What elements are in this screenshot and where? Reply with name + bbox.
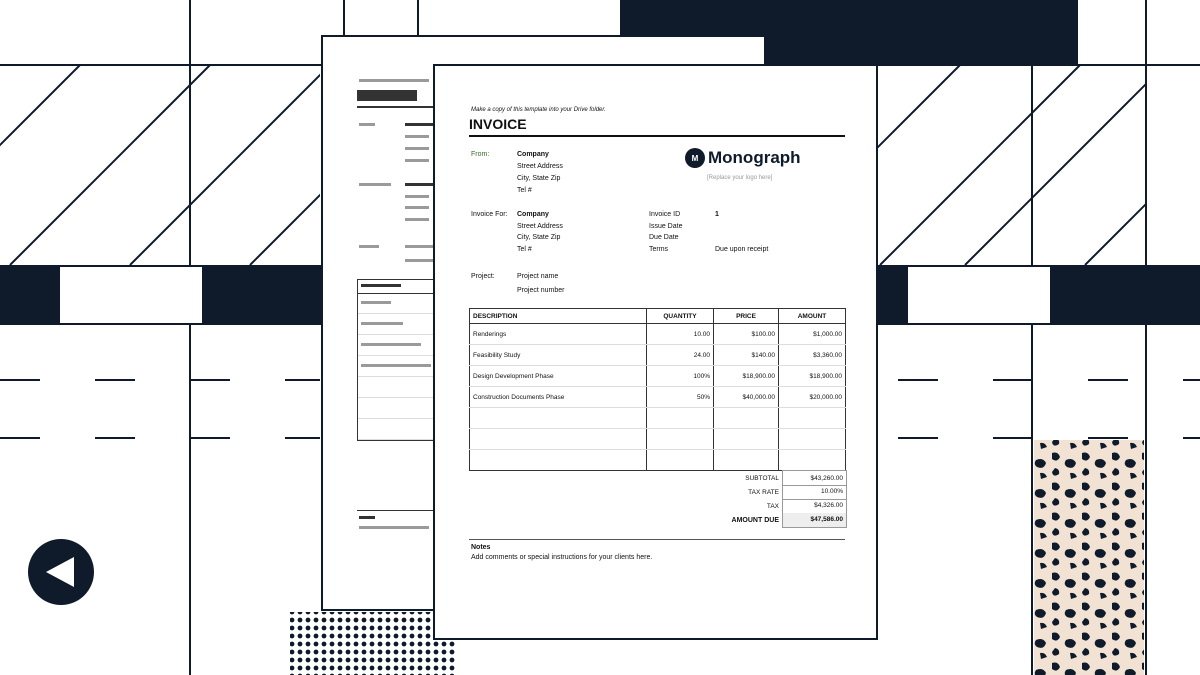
total-value: $43,260.00 (782, 470, 847, 486)
rule-line (358, 376, 437, 377)
total-value: $47,586.00 (782, 513, 847, 528)
text-placeholder-bar (359, 516, 375, 519)
table-cell (779, 450, 846, 471)
meta-value: 1 (715, 211, 719, 218)
table-row (470, 387, 846, 408)
notes-rule (469, 539, 845, 540)
rule-line (358, 334, 437, 335)
invoice-for-line: City, State Zip (517, 234, 561, 241)
table-row (470, 450, 846, 471)
text-placeholder-bar (405, 218, 429, 221)
from-line: Tel # (517, 187, 532, 194)
total-label: AMOUNT DUE (731, 516, 779, 524)
total-label: SUBTOTAL (745, 474, 779, 482)
table-cell: 100% (647, 366, 714, 387)
table-cell: $40,000.00 (714, 387, 779, 408)
text-placeholder-bar (359, 245, 379, 248)
total-value: 10.00% (782, 485, 847, 500)
table-cell: $18,900.00 (779, 366, 846, 387)
rule-line (357, 279, 358, 441)
from-label: From: (471, 151, 490, 158)
invoice-title: INVOICE (469, 116, 527, 132)
rule-line (358, 397, 437, 398)
line-items-table (469, 308, 846, 471)
text-placeholder-bar (405, 183, 433, 186)
text-placeholder-bar (405, 195, 429, 198)
text-placeholder-bar (405, 147, 429, 150)
table-cell (714, 450, 779, 471)
column-header: QUANTITY (647, 309, 714, 324)
text-placeholder-bar (359, 123, 375, 126)
table-cell (647, 450, 714, 471)
text-placeholder-bar (405, 123, 433, 126)
table-cell: 24.00 (647, 345, 714, 366)
text-placeholder-bar (405, 245, 433, 248)
text-placeholder-bar (359, 79, 429, 82)
table-cell (470, 408, 647, 429)
from-line: Street Address (517, 163, 563, 170)
rule-line (358, 418, 437, 419)
text-placeholder-bar (359, 183, 391, 186)
table-cell (470, 450, 647, 471)
text-placeholder-bar (405, 259, 433, 262)
table-cell: $100.00 (714, 324, 779, 345)
table-cell: Design Development Phase (470, 366, 647, 387)
total-value: $4,326.00 (782, 499, 847, 514)
rule-line (357, 293, 437, 294)
table-cell (647, 408, 714, 429)
table-cell (714, 429, 779, 450)
invoice-for-label: Invoice For: (471, 211, 508, 218)
table-cell (779, 429, 846, 450)
text-placeholder-bar (361, 364, 431, 367)
table-cell (714, 408, 779, 429)
total-row (679, 485, 847, 499)
project-label: Project: (471, 273, 495, 280)
text-placeholder-bar (359, 526, 429, 529)
rule-line (357, 106, 437, 108)
table-cell: $18,900.00 (714, 366, 779, 387)
rule-line (357, 440, 437, 441)
text-placeholder-bar (361, 301, 391, 304)
template-hint: Make a copy of this template into your Drive folder. (471, 107, 606, 113)
table-cell: $20,000.00 (779, 387, 846, 408)
table-row (470, 366, 846, 387)
meta-value: Due upon receipt (715, 245, 769, 253)
text-placeholder-bar (405, 206, 429, 209)
table-row (470, 345, 846, 366)
project-line: Project name (517, 273, 559, 280)
from-line: Company (517, 151, 549, 158)
column-header: PRICE (714, 309, 779, 324)
text-placeholder-bar (361, 284, 401, 287)
total-label: TAX (766, 502, 779, 510)
rule-line (357, 279, 437, 280)
total-row (679, 499, 847, 513)
text-placeholder-bar (357, 90, 417, 101)
table-cell: Construction Documents Phase (470, 387, 647, 408)
invoice-for-line: Tel # (517, 245, 532, 253)
company-logo (685, 148, 801, 168)
table-cell: $1,000.00 (779, 324, 846, 345)
project-line: Project number (517, 287, 565, 294)
notes-label: Notes (471, 544, 491, 551)
logo-mark-icon: M (685, 148, 705, 168)
table-cell: Feasibility Study (470, 345, 647, 366)
from-line: City, State Zip (517, 175, 561, 182)
total-row (679, 513, 847, 527)
meta-label: Due Date (649, 234, 679, 241)
table-cell (779, 408, 846, 429)
text-placeholder-bar (361, 322, 403, 325)
invoice-for-line: Street Address (517, 222, 563, 230)
table-cell: 10.00 (647, 324, 714, 345)
meta-label: Issue Date (649, 222, 683, 230)
rule-line (358, 313, 437, 314)
text-placeholder-bar (405, 135, 429, 138)
table-cell: Renderings (470, 324, 647, 345)
column-header: DESCRIPTION (470, 309, 647, 324)
rule-line (358, 355, 437, 356)
table-cell (647, 429, 714, 450)
logo-placeholder: [Replace your logo here] (707, 175, 773, 181)
total-row (679, 471, 847, 485)
table-cell: 50% (647, 387, 714, 408)
text-placeholder-bar (405, 159, 429, 162)
table-row (470, 429, 846, 450)
table-cell: $140.00 (714, 345, 779, 366)
play-back-icon (28, 539, 94, 605)
table-cell (470, 429, 647, 450)
invoice-document-front (433, 64, 878, 640)
table-row (470, 408, 846, 429)
meta-label: Terms (649, 245, 669, 253)
total-label: TAX RATE (748, 488, 779, 496)
meta-label: Invoice ID (649, 211, 681, 218)
notes-text: Add comments or special instructions for your clients here. (471, 554, 653, 561)
table-row (470, 324, 846, 345)
back-button[interactable] (28, 539, 94, 605)
title-rule (469, 135, 845, 137)
totals (679, 471, 847, 527)
text-placeholder-bar (361, 343, 421, 346)
rule-line (357, 510, 437, 511)
column-header: AMOUNT (779, 309, 846, 324)
rule-line (358, 439, 437, 440)
table-cell: $3,360.00 (779, 345, 846, 366)
invoice-for-line: Company (517, 211, 549, 218)
logo-text: Monograph (708, 148, 801, 167)
